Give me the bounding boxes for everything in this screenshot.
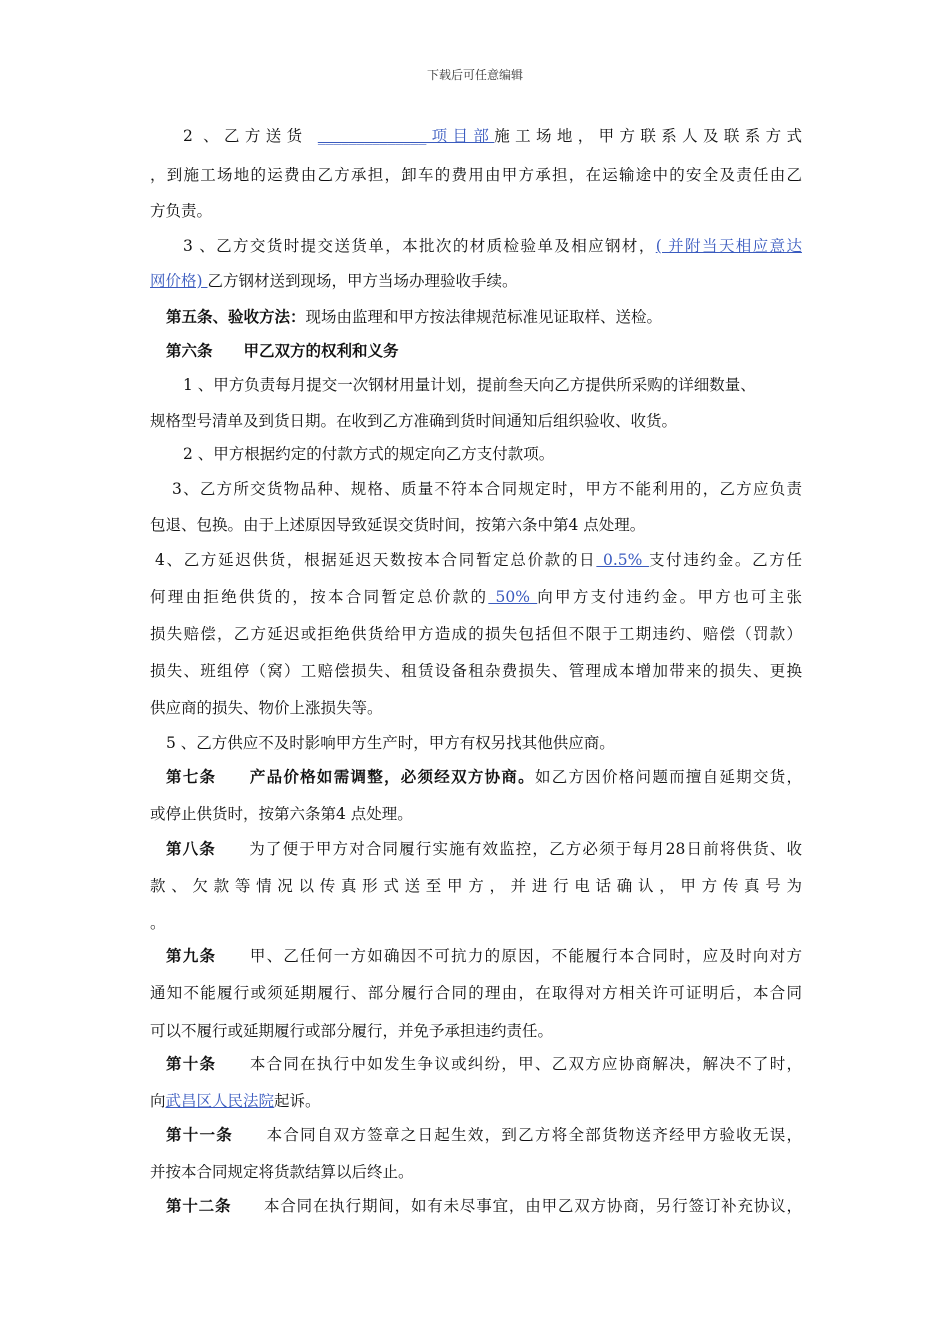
underlined-field: 网价格) bbox=[150, 272, 208, 290]
text-line bbox=[166, 733, 802, 753]
text-line bbox=[150, 661, 802, 681]
text-line bbox=[150, 411, 802, 431]
text-segment: 款、欠款等情况以传真形式送至甲方，并进行电话确认，甲方传真号为 bbox=[150, 877, 802, 895]
text-segment: 本合同自双方签章之日起生效，到乙方将全部货物送齐经甲方验收无误， bbox=[233, 1126, 802, 1144]
text-segment: 本合同在执行中如发生争议或纠纷，甲、乙双方应协商解决，解决不了时， bbox=[216, 1055, 802, 1073]
text-line bbox=[166, 341, 802, 361]
text-line bbox=[150, 1091, 802, 1111]
clause-heading: 第六条 甲乙双方的权利和义务 bbox=[166, 341, 399, 360]
text-segment: 通知不能履行或须延期履行、部分履行合同的理由，在取得对方相关许可证明后，本合同 bbox=[150, 984, 802, 1002]
text-segment: 乙方钢材送到现场，甲方当场办理验收手续。 bbox=[207, 272, 518, 290]
text-line bbox=[150, 804, 802, 824]
text-line bbox=[150, 1021, 802, 1041]
clause-heading: 第十二条 bbox=[166, 1196, 232, 1215]
text-line bbox=[166, 946, 802, 966]
text-segment: 并按本合同规定将货款结算以后终止。 bbox=[150, 1163, 414, 1181]
text-line bbox=[150, 983, 802, 1003]
text-segment: 2 、甲方根据约定的付款方式的规定向乙方支付款项。 bbox=[183, 445, 555, 463]
text-line bbox=[166, 1054, 802, 1074]
text-line bbox=[183, 444, 802, 464]
text-line bbox=[166, 1125, 802, 1145]
text-line bbox=[150, 913, 802, 933]
text-line bbox=[150, 876, 802, 896]
text-line bbox=[183, 375, 802, 395]
text-segment: 2 、乙方送货 bbox=[183, 127, 318, 145]
text-line bbox=[150, 698, 802, 718]
text-segment: 包退、包换。由于上述原因导致延误交货时间，按第六条中第4 点处理。 bbox=[150, 516, 646, 534]
text-segment: 供应商的损失、物价上涨损失等。 bbox=[150, 699, 383, 717]
clause-heading: 第七条 产品价格如需调整，必须经双方协商。 bbox=[166, 767, 535, 786]
text-line bbox=[150, 515, 802, 535]
text-segment: 3、乙方所交货物品种、规格、质量不符本合同规定时，甲方不能利用的，乙方应负责 bbox=[172, 480, 802, 498]
text-line bbox=[166, 839, 802, 859]
text-segment: 施工场地，甲方联系人及联系方式 bbox=[494, 127, 802, 145]
text-segment: 规格型号清单及到货日期。在收到乙方准确到货时间通知后组织验收、收货。 bbox=[150, 412, 678, 430]
text-segment: 现场由监理和甲方按法律规范标准见证取样、送检。 bbox=[305, 308, 663, 326]
text-segment: ，到施工场地的运费由乙方承担，卸车的费用由甲方承担，在运输途中的安全及责任由乙 bbox=[150, 166, 802, 184]
text-line bbox=[155, 550, 802, 570]
underlined-field: 50% bbox=[488, 588, 538, 606]
text-segment: 或停止供货时，按第六条第4 点处理。 bbox=[150, 805, 413, 823]
page-header: 下载后可任意编辑 bbox=[426, 68, 523, 82]
text-segment: 5 、乙方供应不及时影响甲方生产时，甲方有权另找其他供应商。 bbox=[166, 734, 615, 752]
text-line bbox=[150, 201, 802, 221]
text-segment: 向 bbox=[150, 1092, 166, 1110]
text-line bbox=[150, 624, 802, 644]
text-segment: 可以不履行或延期履行或部分履行，并免予承担违约责任。 bbox=[150, 1022, 554, 1040]
text-line bbox=[183, 126, 802, 146]
text-segment: 方负责。 bbox=[150, 202, 213, 220]
text-line bbox=[172, 479, 802, 499]
text-segment: 起诉。 bbox=[274, 1092, 321, 1110]
text-line bbox=[166, 767, 802, 787]
text-segment: 如乙方因价格问题而擅自延期交货， bbox=[534, 768, 802, 786]
text-segment: 损失赔偿，乙方延迟或拒绝供货给甲方造成的损失包括但不限于工期违约、赔偿（罚款） bbox=[150, 625, 802, 643]
text-line bbox=[166, 1196, 802, 1216]
text-segment: 本合同在执行期间，如有未尽事宜，由甲乙双方协商，另行签订补充协议， bbox=[231, 1197, 802, 1215]
clause-heading: 第十一条 bbox=[166, 1125, 234, 1144]
clause-heading: 第八条 bbox=[166, 839, 216, 858]
text-segment: 3 、乙方交货时提交送货单，本批次的材质检验单及相应钢材， bbox=[183, 237, 656, 255]
text-segment: 向甲方支付违约金。甲方也可主张 bbox=[537, 588, 802, 606]
clause-heading: 第五条、验收方法： bbox=[166, 307, 306, 326]
text-line bbox=[150, 1162, 802, 1182]
text-line bbox=[183, 236, 802, 256]
underlined-field: 武昌区人民法院 bbox=[165, 1092, 275, 1110]
text-segment: 损失、班组停（窝）工赔偿损失、租赁设备租杂费损失、管理成本增加带来的损失、更换 bbox=[150, 662, 802, 680]
clause-heading: 第九条 bbox=[166, 946, 217, 965]
text-segment: 甲、乙任何一方如确因不可抗力的原因，不能履行本合同时，应及时向对方 bbox=[216, 947, 802, 965]
text-segment: 为了便于甲方对合同履行实施有效监控，乙方必须于每月28日前将供货、收 bbox=[215, 840, 802, 858]
text-line bbox=[150, 271, 802, 291]
text-segment: 1 、甲方负责每月提交一次钢材用量计划，提前叁天向乙方提供所采购的详细数量、 bbox=[183, 376, 756, 394]
text-line bbox=[166, 307, 802, 327]
underlined-field: 0.5% bbox=[596, 551, 649, 569]
text-segment: 。 bbox=[150, 914, 166, 932]
text-segment: 支付违约金。乙方任 bbox=[648, 551, 802, 569]
text-line bbox=[150, 165, 802, 185]
underlined-field: ______________项目部 bbox=[317, 127, 495, 145]
underlined-field: ( 并附当天相应意达 bbox=[655, 237, 802, 255]
clause-heading: 第十条 bbox=[166, 1054, 217, 1073]
text-segment: 4、乙方延迟供货，根据延迟天数按本合同暂定总价款的日 bbox=[155, 551, 597, 569]
text-line bbox=[150, 587, 802, 607]
text-segment: 何理由拒绝供货的，按本合同暂定总价款的 bbox=[150, 588, 489, 606]
